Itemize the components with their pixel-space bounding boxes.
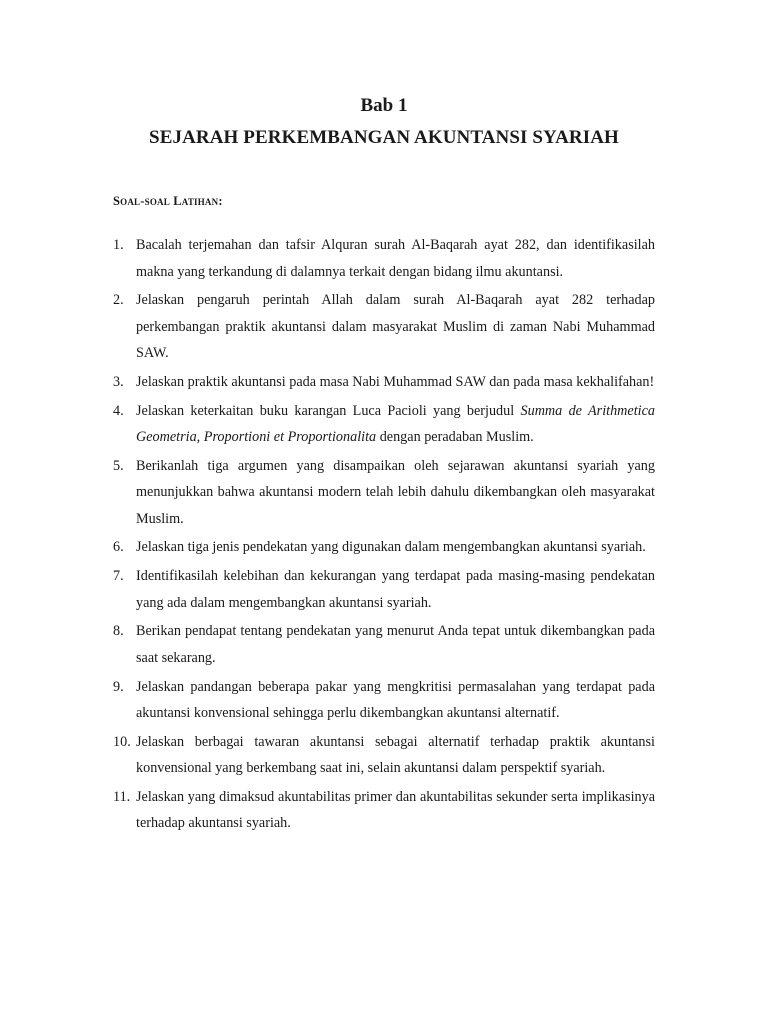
question-text: Jelaskan pengaruh perintah Allah dalam surah Al-Baqarah ayat 282 terhadap perkembangan praktik akuntansi dalam masyarakat Muslim di zaman Nabi Muhammad SAW. [136, 292, 655, 362]
question-number: 8. [113, 623, 124, 640]
question-number: 7. [113, 568, 124, 585]
list-item [113, 729, 655, 782]
question-number: 4. [113, 402, 124, 419]
question-number: 11. [113, 788, 131, 805]
question-number: 1. [113, 237, 124, 253]
chapter-label: Bab 1 [360, 95, 408, 116]
question-text: Jelaskan yang dimaksud akuntabilitas primer dan akuntabilitas sekunder serta implikasinya terhadap akuntansi syariah. [136, 788, 655, 832]
question-text: Berikanlah tiga argumen yang disampaikan oleh sejarawan akuntansi syariah yang menunjukkan bahwa akuntansi modern telah lebih dahulu dikembangkan oleh masyarakat Muslim. [136, 457, 655, 527]
list-item [113, 674, 655, 727]
question-number: 10. [113, 733, 131, 750]
list-item [113, 563, 655, 616]
question-text: Bacalah terjemahan dan tafsir Alquran surah Al-Baqarah ayat 282, dan identifikasilah makna yang terkandung di dalamnya terkait dengan bidang ilmu akuntansi. [136, 237, 655, 280]
list-item [113, 534, 655, 561]
list-item [113, 232, 655, 285]
question-number: 6. [113, 539, 124, 556]
list-item [113, 398, 655, 451]
book-title: Summa de Arithmetica Geometria, Proportioni et Proportionalita [136, 402, 655, 446]
question-number: 5. [113, 457, 124, 474]
question-list [113, 232, 655, 839]
question-number: 9. [113, 678, 124, 695]
question-text: Jelaskan pandangan beberapa pakar yang mengkritisi permasalahan yang terdapat pada akuntansi konvensional sehingga perlu dikembangkan akuntansi alternatif. [136, 678, 655, 721]
list-item [113, 453, 655, 533]
question-text: Jelaskan praktik akuntansi pada masa Nabi Muhammad SAW dan pada masa kekhalifahan! [136, 373, 655, 390]
list-item [113, 369, 655, 396]
question-text: Jelaskan berbagai tawaran akuntansi sebagai alternatif terhadap praktik akuntansi konvensional yang berkembang saat ini, selain akuntansi dalam perspektif syariah. [136, 733, 655, 777]
question-text-lead: Jelaskan keterkaitan buku karangan Luca Pacioli yang berjudul [136, 402, 521, 419]
chapter-title: SEJARAH PERKEMBANGAN AKUNTANSI SYARIAH [149, 127, 619, 148]
list-item [113, 618, 655, 671]
question-number: 2. [113, 292, 124, 309]
question-text: Berikan pendapat tentang pendekatan yang menurut Anda tepat untuk dikembangkan pada saat sekarang. [136, 623, 655, 666]
section-heading: Soal-soal Latihan: [113, 194, 223, 208]
list-item [113, 287, 655, 367]
list-item [113, 784, 655, 837]
question-number: 3. [113, 373, 124, 390]
question-text: Jelaskan tiga jenis pendekatan yang digunakan dalam mengembangkan akuntansi syariah. [136, 539, 646, 556]
question-text [136, 398, 655, 451]
question-text-tail: dengan peradaban Muslim. [376, 429, 534, 446]
question-text: Identifikasilah kelebihan dan kekurangan yang terdapat pada masing-masing pendekatan yang ada dalam mengembangkan akuntansi syariah. [136, 568, 655, 611]
